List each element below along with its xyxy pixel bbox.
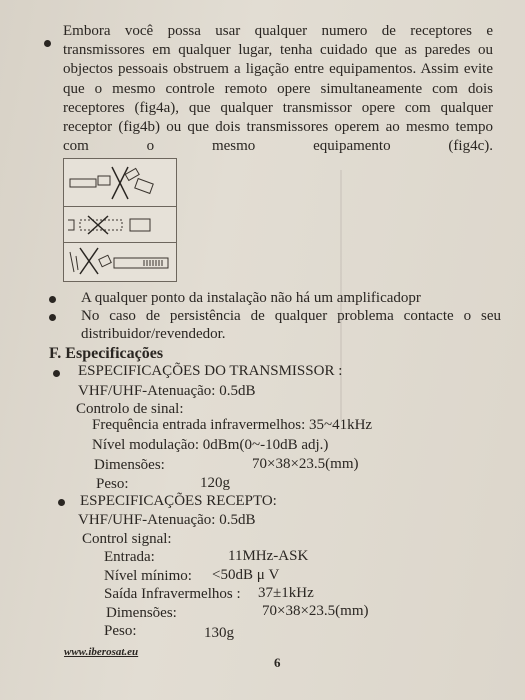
receiver-input-label: Entrada:: [104, 549, 155, 565]
receiver-title: ESPECIFICAÇÕES RECEPTO:: [80, 493, 277, 509]
bullet-dot: [49, 314, 56, 321]
transmitter-control-label: Controlo de sinal:: [76, 401, 184, 417]
bullet-text-2: No caso de persistência de qualquer problema contacte o seu: [81, 308, 501, 324]
transmitter-weight-label: Peso:: [96, 476, 129, 492]
transmitter-frequency: Frequência entrada infravermelhos: 35~41kHz: [92, 417, 373, 433]
transmitter-dims-value: 70×38×23.5(mm): [252, 456, 359, 472]
receiver-weight-value: 130g: [204, 625, 234, 641]
transmitter-modulation: Nível modulação: 0dBm(0~-10dB adj.): [92, 437, 329, 453]
fig4b-drawing: [64, 206, 176, 242]
receiver-dims-label: Dimensões:: [106, 605, 177, 621]
transmitter-dims-label: Dimensões:: [94, 457, 165, 473]
figure-4a: [64, 159, 176, 207]
section-title: F. Especificações: [49, 345, 164, 362]
receiver-min-value: <50dB μ V: [212, 567, 280, 583]
figure-4-diagram: [63, 158, 177, 282]
receiver-input-value: 11MHz-ASK: [228, 548, 309, 564]
website-link[interactable]: www.iberosat.eu: [64, 646, 139, 658]
transmitter-title: ESPECIFICAÇÕES DO TRANSMISSOR :: [78, 363, 343, 379]
receiver-dims-value: 70×38×23.5(mm): [262, 603, 369, 619]
bullet-text-1: A qualquer ponto da instalação não há um amplificadopr: [81, 290, 421, 306]
bullet-text-2-cont: distribuidor/revendedor.: [81, 326, 226, 342]
intro-paragraph: Embora você possa usar qualquer numero de receptores e transmissores em qualquer lugar, tenha cuidado que as paredes ou objectos pessoais obstruem a ligação entre equipamentos. Assim evite que o mesmo controle remoto opere simultaneamente com dois receptores (fig4a), que qualquer transmissor opere com qualquer receptor (fig4b) ou que dois transmissores operem ao mesmo tempo com o mesmo equipamento (fig4c).: [63, 23, 493, 155]
figure-4b: [64, 206, 176, 243]
receiver-min-label: Nível mínimo:: [104, 568, 192, 584]
receiver-attenuation: VHF/UHF-Atenuação: 0.5dB: [78, 512, 256, 528]
fig4c-drawing: [64, 242, 176, 281]
receiver-ir-label: Saída Infravermelhos :: [104, 586, 241, 602]
page-number: 6: [274, 655, 281, 670]
figure-4c: [64, 242, 176, 281]
bullet-dot: [44, 40, 51, 47]
bullet-dot: [53, 370, 60, 377]
receiver-ir-value: 37±1kHz: [258, 585, 314, 601]
bullet-dot: [58, 499, 65, 506]
fig4a-drawing: [64, 159, 176, 206]
receiver-weight-label: Peso:: [104, 623, 137, 639]
receiver-control-label: Control signal:: [82, 531, 172, 547]
transmitter-attenuation: VHF/UHF-Atenuação: 0.5dB: [78, 383, 256, 399]
transmitter-weight-value: 120g: [200, 475, 230, 491]
bullet-dot: [49, 296, 56, 303]
